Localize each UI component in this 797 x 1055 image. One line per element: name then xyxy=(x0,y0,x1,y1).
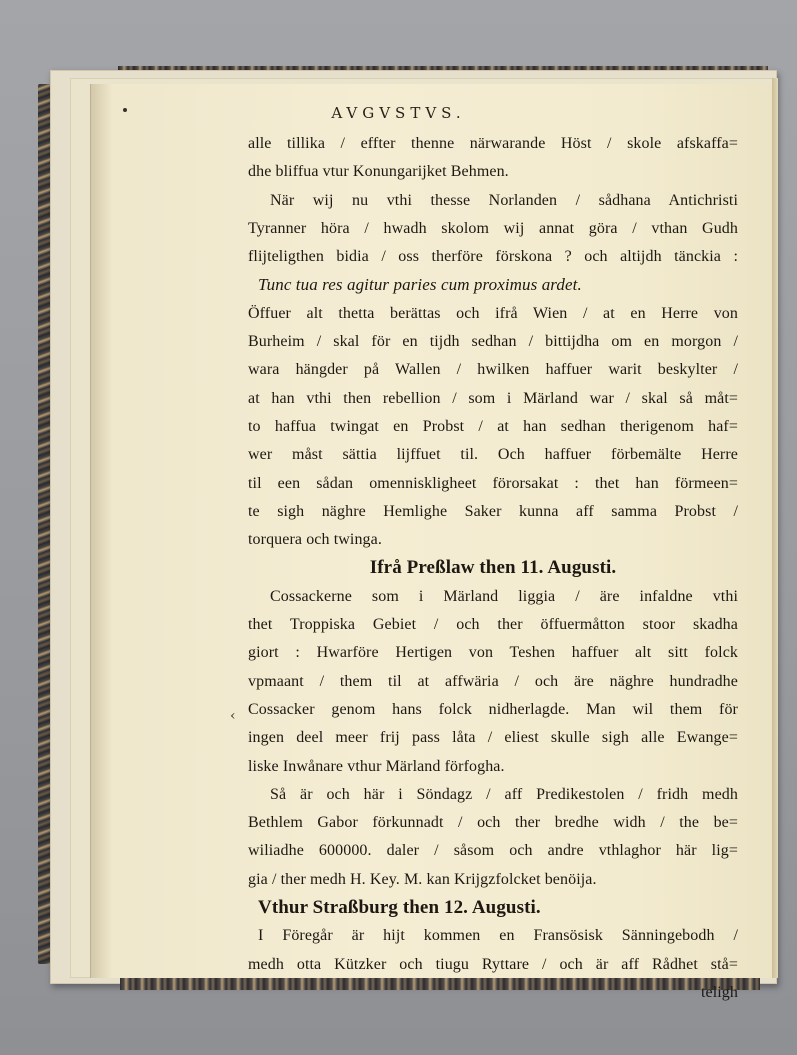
section-heading-presslaw: Ifrå Preßlaw then 11. Augusti. xyxy=(369,557,617,579)
text-line: te sigh näghre Hemlighe Saker kunna aff samma Probst / xyxy=(248,502,738,520)
text-line: dhe bliffua vtur Konungarijket Behmen. xyxy=(248,163,509,181)
gutter-shadow xyxy=(90,84,112,978)
text-line: wiliadhe 600000. daler / såsom och andre vthlaghor här lig= xyxy=(248,842,738,860)
latin-quotation: Tunc tua res agitur paries cum proximus ardet. xyxy=(258,275,582,295)
text-line: Bethlem Gabor förkunnadt / och ther bredhe widh / the be= xyxy=(248,814,738,832)
text-line: liske Inwånare vthur Märland förfogha. xyxy=(248,757,505,775)
catchword: teligh xyxy=(700,983,738,1001)
text-line: Cossacker genom hans folck nidherlagde. Man wil them för xyxy=(248,700,738,718)
text-line: Så är och här i Söndagz / aff Predikestolen / fridh medh xyxy=(270,785,738,803)
text-line: wer måst sättia lijffuet til. Och haffuer förbemälte Herre xyxy=(248,446,738,464)
text-line: thet Troppiska Gebiet / och ther öffuermåtton stoor skadha xyxy=(248,616,738,634)
text-line: at han vthi then rebellion / som i Märland war / skal så måt= xyxy=(248,389,738,407)
section-heading-strassburg: Vthur Straßburg then 12. Augusti. xyxy=(258,897,541,919)
margin-mark: ‹ xyxy=(230,708,236,724)
text-line: flijteligthen bidia / oss therföre förskona ? och altijdh tänckia : xyxy=(248,248,738,266)
text-line: I Föregår är hijt kommen en Fransösisk Sänningebodh / xyxy=(258,927,738,945)
text-line: wara hängder på Wallen / hwilken haffuer warit beskylter / xyxy=(248,361,738,379)
text-line: til een sådan omenniskligheet förorsakat : thet han förmeen= xyxy=(248,474,738,492)
text-line: gia / ther medh H. Key. M. kan Krijgzfolcket benöija. xyxy=(248,870,597,888)
text-line: medh otta Kützker och tiugu Ryttare / och är aff Rådhet stå= xyxy=(248,955,738,973)
text-line: to haffua twingat en Probst / at han sedhan therigenom haf= xyxy=(248,417,738,435)
text-line: alle tillika / effter thenne närwarande Höst / skole afskaffa= xyxy=(248,135,738,152)
text-line: ingen deel meer frij pass låta / eliest skulle sigh alle Ewange= xyxy=(248,729,738,747)
text-line: vpmaant / them til at affwäria / och äre näghre hundradhe xyxy=(248,672,738,690)
text-line: Cossackerne som i Märland liggia / äre infaldne vthi xyxy=(270,587,738,605)
text-line: När wij nu vthi thesse Norlanden / sådhana Antichristi xyxy=(270,191,738,209)
text-line: Tyranner höra / hwadh skolom wij annat göra / vthan Gudh xyxy=(248,219,738,237)
text-line: Burheim / skal för en tijdh sedhan / bittijdha om en morgon / xyxy=(248,333,738,351)
text-line: Öffuer alt thetta berättas och ifrå Wien / at en Herre von xyxy=(248,304,738,322)
running-head: AVGVSTVS. xyxy=(331,104,466,122)
page-body xyxy=(248,130,738,1007)
text-line: torquera och twinga. xyxy=(248,531,382,549)
page-fore-edge xyxy=(772,78,778,978)
text-line: giort : Hwarföre Hertigen von Teshen haffuer alt sitt folck xyxy=(248,644,738,662)
